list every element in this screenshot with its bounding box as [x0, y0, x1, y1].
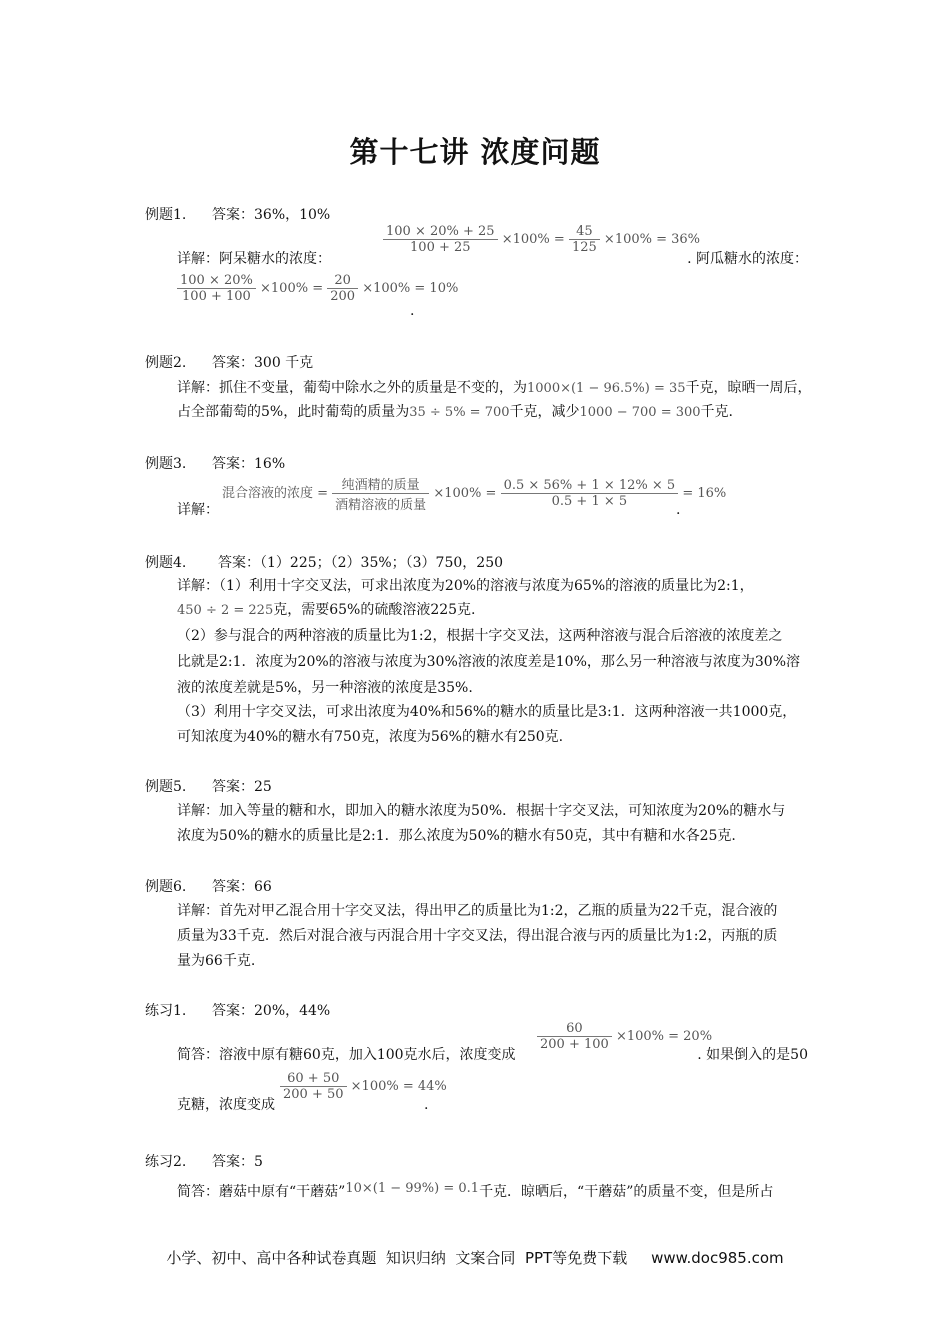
page-title: 第十七讲 浓度问题: [349, 135, 601, 169]
formula: $\frac{100 \times 20\%}{100 + 100}$ ×100% = $\frac{20}{200}$ ×100% = 10%: [177, 273, 458, 304]
practice-label: 练习2.: [145, 1154, 187, 1170]
explanation-text: 克糖，浓度变成: [177, 1097, 275, 1113]
example-1-heading: [145, 204, 331, 224]
example-label: 例题1.: [145, 207, 187, 223]
period: .: [424, 1097, 429, 1113]
explanation-text: . 阿瓜糖水的浓度：: [687, 251, 808, 267]
explanation-line: 液的浓度差就是5%，另一种溶液的浓度是35%.: [177, 680, 473, 696]
explanation-line: 简答：蘑菇中原有“干蘑菇”10×(1 − 99%) = 0.1千克．晾晒后，“干蘑菇”的质量不变，但是所占: [177, 1181, 774, 1200]
example-label: 例题5.: [145, 779, 187, 795]
footer-text: 小学、初中、高中各种试卷真题 知识归纳 文案合同 PPT等免费下载 www.doc985.com: [166, 1249, 784, 1267]
example-4-heading: [145, 552, 504, 572]
practice-1-heading: [145, 1000, 331, 1020]
explanation-line: 浓度为50%的糖水的质量比是2:1．那么浓度为50%的糖水有50克，其中有糖和水各25克.: [177, 828, 736, 844]
period: .: [410, 303, 415, 319]
answer: 答案：16%: [212, 456, 286, 472]
example-2-heading: [145, 352, 314, 372]
explanation-line: （2）参与混合的两种溶液的质量比为1:2，根据十字交叉法，这两种溶液与混合后溶液的浓度差之: [177, 628, 783, 644]
practice-2-heading: [145, 1151, 263, 1171]
answer: 答案：300 千克: [212, 355, 314, 371]
explanation-line: （3）利用十字交叉法，可求出浓度为40%和56%的糖水的质量比是3:1．这两种溶液一共1000克，: [177, 704, 797, 720]
example-5-heading: [145, 776, 272, 796]
formula: 混合溶液的浓度 = $\frac{\text{纯酒精的质量}}{\text{酒精溶液的质量}}$ ×100% = $\frac{0.5 \times 56\% + 1 \times 12\% \times 5}{0.5 + 1 \times 5}$ = 16%: [222, 474, 726, 513]
explanation-text: . 如果倒入的是50: [697, 1047, 808, 1063]
answer: 答案：（1）225；（2）35%；（3）750，250: [218, 555, 504, 571]
formula: $\frac{100 \times 20\% + 25}{100 + 25}$ ×100% = $\frac{45}{125}$ ×100% = 36%: [383, 224, 700, 255]
explanation-line: 详解：（1）利用十字交叉法，可求出浓度为20%的溶液与浓度为65%的溶液的质量比为2:1，: [177, 578, 754, 594]
formula: $\frac{60 + 50}{200 + 50}$ ×100% = 44%: [280, 1071, 447, 1102]
explanation-line: 450 ÷ 2 = 225克，需要65%的硫酸溶液225克.: [177, 602, 476, 618]
example-label: 例题6.: [145, 879, 187, 895]
example-label: 例题3.: [145, 456, 187, 472]
explanation-text: 详解：: [177, 502, 219, 518]
formula: $\frac{60}{200 + 100}$ ×100% = 20%: [537, 1021, 712, 1052]
explanation-line: 详解：加入等量的糖和水，即加入的糖水浓度为50%．根据十字交叉法，可知浓度为20%的糖水与: [177, 803, 786, 819]
explanation-line: 详解：首先对甲乙混合用十字交叉法，得出甲乙的质量比为1:2，乙瓶的质量为22千克，混合液的: [177, 903, 778, 919]
example-label: 例题4.: [145, 555, 187, 571]
explanation-text: 简答：溶液中原有糖60克，加入100克水后，浓度变成: [177, 1047, 516, 1063]
example-label: 例题2.: [145, 355, 187, 371]
answer: 答案：5: [212, 1154, 263, 1170]
answer: 答案：25: [212, 779, 272, 795]
explanation-line: 比就是2:1．浓度为20%的溶液与浓度为30%溶液的浓度差是10%，那么另一种溶液与浓度为30%溶: [177, 654, 800, 670]
example-6-heading: [145, 876, 272, 896]
explanation-line: 详解：抓住不变量，葡萄中除水之外的质量是不变的，为1000×(1 − 96.5%) = 35千克，晾晒一周后，: [177, 380, 812, 396]
practice-label: 练习1.: [145, 1003, 187, 1019]
answer: 答案：20%，44%: [212, 1003, 331, 1019]
explanation-line: 占全部葡萄的5%，此时葡萄的质量为35 ÷ 5% = 700千克，减少1000 − 700 = 300千克.: [177, 404, 733, 420]
explanation-text: 详解：阿呆糖水的浓度：: [177, 251, 331, 267]
period: .: [676, 502, 681, 518]
explanation-line: 质量为33千克．然后对混合液与丙混合用十字交叉法，得出混合液与丙的质量比为1:2，丙瓶的质: [177, 928, 778, 944]
answer: 答案：66: [212, 879, 272, 895]
answer: 答案：36%，10%: [212, 207, 331, 223]
explanation-line: 量为66千克.: [177, 953, 256, 969]
explanation-line: 可知浓度为40%的糖水有750克，浓度为56%的糖水有250克.: [177, 729, 564, 745]
example-3-heading: [145, 453, 286, 473]
